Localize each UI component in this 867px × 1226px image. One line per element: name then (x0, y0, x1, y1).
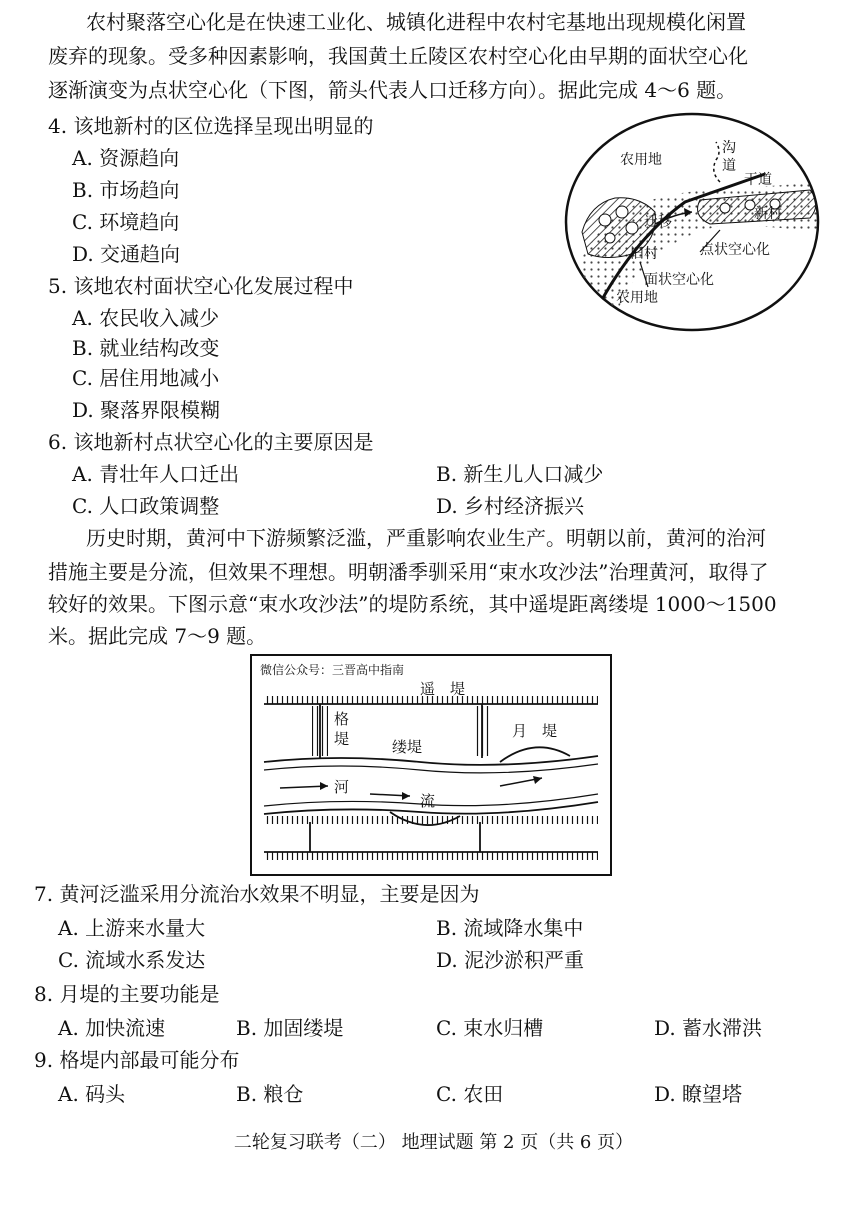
q5-stem: 5. 该地农村面状空心化发展过程中 (48, 274, 354, 298)
intro1-line-1: 农村聚落空心化是在快速工业化、城镇化进程中农村宅基地出现规模化闲置 (86, 10, 746, 34)
q5-option-b[interactable]: B. 就业结构改变 (72, 336, 220, 360)
map-label-point-hollow: 点状空心化 (700, 242, 770, 258)
q9-option-b[interactable]: B. 粮仓 (236, 1082, 304, 1106)
q5-option-a[interactable]: A. 农民收入减少 (72, 306, 220, 330)
q5-option-c[interactable]: C. 居住用地减小 (72, 366, 220, 390)
map-label-migration: 迁移 (644, 214, 672, 230)
label-river: 河 (334, 778, 350, 796)
q6-option-c[interactable]: C. 人口政策调整 (72, 494, 220, 518)
q6-option-b[interactable]: B. 新生儿人口减少 (436, 462, 604, 486)
label-remote-dike: 遥 堤 (420, 680, 466, 698)
levee-system-figure (250, 654, 612, 876)
levee-watermark: 微信公众号：三晋高中指南 (260, 663, 405, 677)
q4-option-c[interactable]: C. 环境趋向 (72, 210, 180, 234)
intro2-line-3: 较好的效果。下图示意“束水攻沙法”的堤防系统，其中遥堤距离缕堤 1000～1500 (48, 592, 777, 616)
q9-option-d[interactable]: D. 瞭望塔 (654, 1082, 743, 1106)
q8-option-b[interactable]: B. 加固缕堤 (236, 1016, 344, 1040)
q7-option-d[interactable]: D. 泥沙淤积严重 (436, 948, 585, 972)
q4-stem: 4. 该地新村的区位选择呈现出明显的 (48, 114, 374, 138)
map-label-farmland-bottom: 农用地 (616, 290, 658, 306)
label-thread-dike: 缕堤 (392, 738, 423, 756)
q4-option-a[interactable]: A. 资源趋向 (72, 146, 180, 170)
map-label-farmland-top: 农用地 (620, 152, 662, 168)
village-hollowing-map (560, 112, 830, 334)
q8-option-a[interactable]: A. 加快流速 (58, 1016, 166, 1040)
map-label-new-village: 新村 (754, 206, 782, 222)
q5-option-d[interactable]: D. 聚落界限模糊 (72, 398, 221, 422)
q6-option-a[interactable]: A. 青壮年人口迁出 (72, 462, 240, 486)
q6-stem: 6. 该地新村点状空心化的主要原因是 (48, 430, 374, 454)
q8-option-c[interactable]: C. 束水归槽 (436, 1016, 544, 1040)
q9-option-a[interactable]: A. 码头 (58, 1082, 126, 1106)
q8-stem: 8. 月堤的主要功能是 (34, 982, 220, 1006)
map-label-trunk-road: 干道 (744, 172, 772, 188)
map-label-old-village: 旧村 (630, 246, 658, 262)
map-label-gully-2: 道 (722, 158, 736, 174)
q9-option-c[interactable]: C. 农田 (436, 1082, 504, 1106)
q7-option-c[interactable]: C. 流域水系发达 (58, 948, 206, 972)
q7-stem: 7. 黄河泛滥采用分流治水效果不明显，主要是因为 (34, 882, 480, 906)
map-label-gully-1: 沟 (722, 140, 736, 156)
intro2-line-1: 历史时期，黄河中下游频繁泛滥，严重影响农业生产。明朝以前，黄河的治河 (86, 526, 766, 550)
q7-option-b[interactable]: B. 流域降水集中 (436, 916, 584, 940)
label-flow: 流 (420, 792, 436, 810)
label-grid-dike-2: 堤 (334, 730, 350, 748)
q4-option-b[interactable]: B. 市场趋向 (72, 178, 180, 202)
q8-option-d[interactable]: D. 蓄水滞洪 (654, 1016, 763, 1040)
q9-stem: 9. 格堤内部最可能分布 (34, 1048, 240, 1072)
intro2-line-4: 米。据此完成 7～9 题。 (48, 624, 267, 648)
intro2-line-2: 措施主要是分流，但效果不理想。明朝潘季驯采用“束水攻沙法”治理黄河，取得了 (48, 560, 769, 584)
intro1-line-2: 废弃的现象。受多种因素影响，我国黄土丘陵区农村空心化由早期的面状空心化 (48, 44, 748, 68)
map-label-area-hollow: 面状空心化 (644, 272, 714, 288)
label-moon-dike: 月 堤 (512, 722, 558, 740)
intro1-line-3: 逐渐演变为点状空心化（下图，箭头代表人口迁移方向）。据此完成 4～6 题。 (48, 78, 737, 102)
q6-option-d[interactable]: D. 乡村经济振兴 (436, 494, 585, 518)
q7-option-a[interactable]: A. 上游来水量大 (58, 916, 206, 940)
q4-option-d[interactable]: D. 交通趋向 (72, 242, 181, 266)
page-footer: 二轮复习联考（二） 地理试题 第 2 页（共 6 页） (233, 1132, 634, 1153)
label-grid-dike-1: 格 (334, 710, 350, 728)
